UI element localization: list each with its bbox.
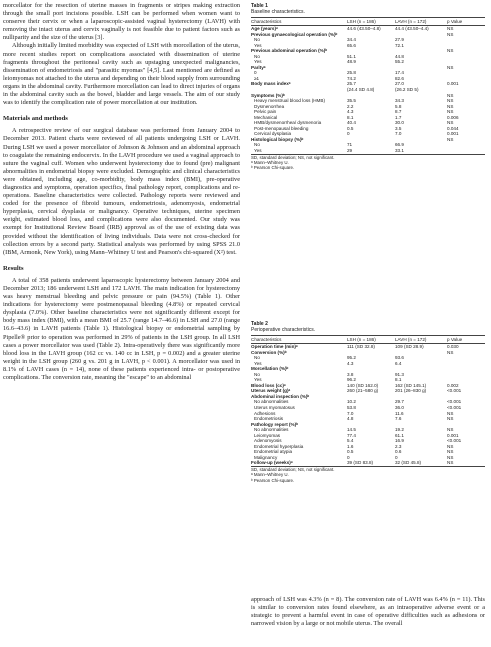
table2-footnote: SD, standard deviation; NS, not significant. xyxy=(251,467,335,473)
table2-cell-p: 0.030 xyxy=(447,344,459,349)
table1-col-characteristics: Characteristics xyxy=(251,18,347,26)
table2-cell-lsh: 53.8 xyxy=(347,405,356,411)
table1-cell-label: Yes xyxy=(251,148,347,154)
table2-cell-label: Yes xyxy=(254,377,262,383)
table2-cell-label: Adhesions xyxy=(254,410,276,416)
table2-cell-lsh: 3.8 xyxy=(347,371,354,377)
table1-cell-p: NS xyxy=(447,136,454,142)
table2-cell-lsh: 39 (SD 83.8) xyxy=(347,460,395,466)
table1-cell-p: NS xyxy=(447,64,454,70)
table2-cell-label: Uterus myomatosus xyxy=(254,405,295,411)
table2-cell-lsh: 140 (SD 162.0) xyxy=(347,382,379,388)
table1-cell-lsh: 74.2 xyxy=(347,75,356,81)
table2-cell-p: NS xyxy=(447,443,454,449)
table1-cell-p: 0.001 xyxy=(447,131,459,137)
table2-cell-p: <0.001 xyxy=(447,399,462,405)
table2-cell-lsh: 4.8 xyxy=(347,416,354,422)
table2-cell-p: NS xyxy=(447,410,454,416)
table1-cell-label: No xyxy=(254,142,260,148)
table2-cell-lsh: 0 xyxy=(347,454,350,460)
table2-cell-label: Yes xyxy=(254,360,262,366)
table2-cell-lsh: 4.3 xyxy=(347,360,354,366)
table2-cell-label: Morcellation (%)ᵇ xyxy=(251,366,289,372)
table1-cell-label: 0 xyxy=(254,70,257,76)
table2-cell-lsh: 95.2 xyxy=(347,355,356,361)
table1-cell-label: Body mass indexᵃ xyxy=(251,81,291,87)
table2-cell-lavh: 0.6 xyxy=(395,449,402,455)
table2-cell-lavh: 2.3 xyxy=(395,443,402,449)
table2-cell-lsh: 5.4 xyxy=(347,438,354,444)
table1-cell-label: Symptoms (%)ᵇ xyxy=(251,92,285,98)
table2-cell-lavh: 91.3 xyxy=(395,371,404,377)
table1-header-row xyxy=(251,18,485,26)
table1-block xyxy=(251,3,485,171)
table1-cell-lavh: 44.8 xyxy=(395,53,404,59)
table1-cell-lsh: (24.4 SD 4.8) xyxy=(347,87,375,93)
table2-cell-lsh: 260 (21–580 g) xyxy=(347,388,379,394)
results-heading: Results xyxy=(3,264,24,272)
table1-cell-lsh: 0.5 xyxy=(347,125,354,131)
table1-cell-label: ≥1 xyxy=(254,75,260,81)
table1-cell-lavh: (26.2 SD 5) xyxy=(395,87,419,93)
table2-cell-lavh: 6.4 xyxy=(395,360,402,366)
table1-cell-lsh: 40.4 xyxy=(347,120,356,126)
table2-cell-p: NS xyxy=(447,454,454,460)
table1-cell-lavh: 44.4 (43.50–4.4) xyxy=(395,26,429,31)
table2-cell-label: No xyxy=(254,371,260,377)
table2-cell-label: No abnormalities xyxy=(254,427,289,433)
table1-cell-p: NS xyxy=(447,98,454,104)
table2-cell-label: Operation time (min)ᵃ xyxy=(251,344,298,349)
table1-cell-label: Pelvic pain xyxy=(254,109,277,115)
results-continuation-paragraph: approach of LSH was 4.3% (n = 8). The conversion rate of LAVH was 6.4% (n = 11). This is similar to conversion rates found elsewhere, as an intraoperative adverse event or a strategic to prevent a harmful event in case of operative difficulties such as adhesions or narrowed vision by a large or not mobile uterus. The overall xyxy=(251,596,485,628)
table2-cell-lavh: 7.6 xyxy=(395,416,402,422)
table1-cell-label: No xyxy=(254,53,260,59)
table1-cell-lsh: 48.9 xyxy=(347,59,356,65)
table1-cell-p: 0.006 xyxy=(447,114,459,120)
table2-cell-label: Conversion (%)ᵇ xyxy=(251,349,287,355)
table1-cell-lavh: 27.9 xyxy=(395,37,404,43)
table2 xyxy=(251,335,485,467)
table2-cell-lavh: 61.1 xyxy=(395,432,404,438)
table1-cell-p: NS xyxy=(447,92,454,98)
table2-cell-p: NS xyxy=(447,416,454,422)
table1-cell-lsh: 0 xyxy=(347,131,350,137)
table1 xyxy=(251,17,485,155)
table2-cell-lavh: 8.1 xyxy=(395,377,402,383)
table1-col-lsh: LSH (n = 186) xyxy=(347,18,395,26)
table2-cell-label: Endometrial hyperplasia xyxy=(254,443,304,449)
table1-cell-lavh: 72.1 xyxy=(395,42,404,48)
table1-cell-lavh: 17.4 xyxy=(395,70,404,76)
table2-cell-lsh: 96.2 xyxy=(347,377,356,383)
table2-col-lavh: LAVH (n = 172) xyxy=(395,336,447,344)
table1-cell-lavh: 8.7 xyxy=(395,109,402,115)
table1-cell-p: NS xyxy=(447,120,454,126)
table2-cell-p: NS xyxy=(447,460,485,466)
table1-cell-lsh: 29 xyxy=(347,148,395,154)
table2-cell-lavh: 36.0 xyxy=(395,405,404,411)
methods-paragraph: A retrospective review of our surgical database was performed from January 2004 to December 2013. Patient charts were reviewed of all patients undergoing LSH or LAVH. During LSH we used a power morcellator of Johnson & Johnson and an abdominal approach to coagulate the remaining endocervix. In the LAVH procedure we used a vaginal approach to suture the vaginal cuff. Women who underwent hysterectomy due to found (pre) malignant abnormalities in endometrial biopsy were excluded. Demographic and clinical characteristics were obtained, including age, co-morbidity, body mass index (BMI), pre-operative diagnostics and symptoms, operation specifics, final pathology report, complications and re-operations. Baseline characteristics were collected. Pathology reports were reviewed and coded for the presence of fibroid tumours, endometriosis, adenomyosis, endometrial hyperplasia, cervical dysplasia or malignancy. Operative techniques, uterine specimen weight, estimated blood loss, and complications were also documented. Our study was exempt for Institutional Review Board (IRB) approval as of the use of existing data was provided without the identification of living individuals. Data were not cross-checked for collection errors by a second party. Statistical analysis was performed by using SPSS 21.0 (IBM, Armonk, New York), using Mann–Whitney U test and Pearson's chi-squared (X²) test. xyxy=(3,127,240,256)
results-paragraph: A total of 358 patients underwent laparoscopic hysterectomy between January 2004 and December 2013; 186 underwent LSH and 172 LAVH. The main indication for hysterectomy was heavy menstrual bleeding and pelvic pressure or pain (94.5%) (Table 1). Other indications for hysterectomy were postmenopausal bleeding (4.8%) or repeated cervical dysplasia (7.0%). Other baseline characteristics were not significantly different except for body mass index (BMI), with a mean BMI of 25.7 (range 14.7–46.6) in LSH and 27.0 (range 16.6–43.6) in LAVH patients (Table 1). Histological biopsy or endometrial sampling by Pipelle® prior to operation was performed in 29% of patients in the LSH group. In all LSH cases a power morcellator was used (Table 2). Intra-operatively there was significantly more blood loss in the LAVH group (162 cc vs. 140 cc in LSH, p = 0.002) and a greater uterine weight in the LSH group (260 g vs. 201 g in LAVH, p < 0.001). A morcellator was used in 8.1% of LAVH cases (n = 14), none of these patients experienced intra- or postoperative complications. The conversion rate, meaning the "escape" to an abdominal xyxy=(3,276,240,382)
methods-heading: Materials and methods xyxy=(3,115,68,123)
table1-col-p: p Value xyxy=(447,18,485,26)
table2-cell-p: NS xyxy=(447,349,454,355)
table1-cell-lavh: 33.1 xyxy=(395,148,447,154)
table2-title: Table 2 xyxy=(251,321,268,327)
table1-col-lavh: LAVH (n = 172) xyxy=(395,18,447,26)
table2-cell-label: Leiomyomas xyxy=(254,432,281,438)
table1-cell-lsh: 25.7 xyxy=(347,81,356,87)
table1-cell-p: NS xyxy=(447,48,454,54)
table1-row xyxy=(251,148,485,154)
table1-cell-lavh: 1.7 xyxy=(395,114,402,120)
table1-cell-lsh: 51.1 xyxy=(347,53,356,59)
table2-cell-lavh: 201 (26–830 g) xyxy=(395,388,427,394)
table2-cell-label: Endometriosis xyxy=(254,416,284,422)
table2-cell-p: 0.001 xyxy=(447,432,459,438)
table2-row xyxy=(251,344,485,350)
table1-cell-lavh: 3.5 xyxy=(395,125,402,131)
table1-cell-lavh: 27.0 xyxy=(395,81,404,87)
table2-cell-p: <0.001 xyxy=(447,388,462,394)
table2-cell-lavh: 16.9 xyxy=(395,438,404,444)
table1-cell-label: Parityᵃ xyxy=(251,64,266,70)
table1-cell-p: NS xyxy=(447,26,454,31)
table1-footnote: ᵇ Pearson Chi-square. xyxy=(251,165,295,171)
table2-cell-lavh: 19.2 xyxy=(395,427,404,433)
table1-cell-label: Cervical dysplasia xyxy=(254,131,292,137)
table2-cell-lsh: 1.6 xyxy=(347,443,354,449)
table1-cell-p: 0.044 xyxy=(447,125,459,131)
table1-cell-label: Previous gynaecological operation (%)ᵇ xyxy=(251,31,338,37)
table1-cell-label: Dysmenorrhea xyxy=(254,103,285,109)
table2-col-lsh: LSH (n = 186) xyxy=(347,336,395,344)
table1-cell-lavh: 55.2 xyxy=(395,59,404,65)
table1-cell-label: No xyxy=(254,37,260,43)
table1-cell-label: Previous abdominal operation (%)ᵇ xyxy=(251,48,328,54)
table2-cell-p: NS xyxy=(447,449,454,455)
table1-cell-lsh: 65.6 xyxy=(347,42,356,48)
table2-cell-lsh: 0.5 xyxy=(347,449,354,455)
table2-cell-lavh: 11.6 xyxy=(395,410,404,416)
table1-cell-p xyxy=(447,148,485,154)
table1-cell-lsh: 35.5 xyxy=(347,98,356,104)
table1-footnote: ᵃ Mann–Whitney U. xyxy=(251,159,289,165)
table2-cell-lsh: 77.4 xyxy=(347,432,356,438)
table1-cell-lsh: 2.2 xyxy=(347,103,354,109)
table2-cell-lavh: 109 (SD 28.9) xyxy=(395,344,424,349)
table2-cell-lavh: 162 (SD 145.1) xyxy=(395,382,427,388)
table2-cell-label: Pathology report (%)ᵇ xyxy=(251,421,298,427)
table2-cell-label: Follow-up (weeks)ᵃ xyxy=(251,460,347,466)
left-column xyxy=(3,2,240,382)
table1-cell-label: HMB/dysmenorrhea/ dysmenoria xyxy=(254,120,322,126)
table2-cell-lsh: 111 (SD 32.8) xyxy=(347,344,375,349)
table2-cell-lavh: 32 (SD 45.8) xyxy=(395,460,447,466)
table1-body xyxy=(251,26,485,155)
table2-cell-p: 0.002 xyxy=(447,382,459,388)
table1-footnote: SD, standard deviation; NS, not significant. xyxy=(251,154,335,160)
table2-subtitle: Perioperative characteristics. xyxy=(251,327,316,333)
intro-paragraph-1: morcellator for the resection of uterine masses in fragments or stripes making extraction through the small port incisions possible. LSH can be performed when women want to conserve their cervix or when a laparoscopic-assisted vaginal hysterectomy (LAVH) with removing the intact uterus and cervix vaginally is not feasible due to patient factors such as nulliparity and the size of the uterus [3]. xyxy=(3,2,240,42)
intro-paragraph-2: Although initially limited morbidity was expected of LSH with morcellation of the uterus, more recent studies report on complications associated with dissemination of uterine fragments throughout the peritoneal cavity such as upstaging unexpected malignancies, dissemination of endometriosis and "parasitic myomas" [4,5]. Last mentioned are defined as leiomyomas not attached to the uterus and depending on their blood supply from surrounding organs in the abdominal cavity. Furthermore morcellation can lead to direct injuries of organs in the abdominal cavity such as the bowel, bladder and large vessels. The aim of our study was to identify the complication rate of power morcellation at our institution. xyxy=(3,42,240,107)
table2-cell-label: No xyxy=(254,355,260,361)
table2-cell-lsh: 7.0 xyxy=(347,410,354,416)
table2-cell-label: No abnormalities xyxy=(254,399,289,405)
table1-subtitle: Baseline characteristics. xyxy=(251,9,305,15)
table1-cell-lavh: 34.3 xyxy=(395,98,404,104)
table2-cell-label: Blood loss (cc)ᵃ xyxy=(251,382,286,388)
table1-cell-lsh: 44.6 (43.50–4.8) xyxy=(347,26,381,31)
table2-cell-p: <0.001 xyxy=(447,405,462,411)
right-column-text xyxy=(251,596,485,628)
table1-cell-label: Post-menopausal bleeding xyxy=(254,125,309,131)
table2-col-p: p Value xyxy=(447,336,485,344)
table1-cell-lavh: 66.9 xyxy=(395,142,404,148)
table2-cell-lavh: 0 xyxy=(395,454,398,460)
table1-cell-p: NS xyxy=(447,109,454,115)
table2-cell-p: NS xyxy=(447,427,454,433)
table2-row xyxy=(251,460,485,466)
table2-cell-label: Abdominal inspection (%)ᵇ xyxy=(251,393,310,399)
table1-cell-label: Age (years)ᵃ xyxy=(251,26,278,31)
table2-cell-p: <0.001 xyxy=(447,438,462,444)
table1-cell-label: Histological biopsy (%)ᵇ xyxy=(251,136,304,142)
table1-cell-label: Yes xyxy=(254,59,262,65)
table1-cell-lavh: 82.6 xyxy=(395,75,404,81)
table1-cell-lsh: 34.4 xyxy=(347,37,356,43)
table1-cell-p: NS xyxy=(447,103,454,109)
table1-cell-lsh: 8.1 xyxy=(347,114,354,120)
table1-cell-p: 0.001 xyxy=(447,81,459,87)
table2-cell-label: Malignancy xyxy=(254,454,278,460)
table1-cell-p: NS xyxy=(447,31,454,37)
table2-cell-label: Uterus weight (g)ᵃ xyxy=(251,388,291,394)
table2-block xyxy=(251,321,485,483)
table2-col-characteristics: Characteristics xyxy=(251,336,347,344)
table2-cell-lsh: 14.5 xyxy=(347,427,356,433)
table1-cell-lsh: 25.8 xyxy=(347,70,356,76)
table1-cell-label: Heavy menstrual blood loss (HMB) xyxy=(254,98,325,104)
table2-header-row xyxy=(251,336,485,344)
table2-cell-label: Adenomyosis xyxy=(254,438,282,444)
table1-cell-lavh: 7.0 xyxy=(395,131,402,137)
table1-cell-lsh: 4.3 xyxy=(347,109,354,115)
table1-cell-lavh: 5.8 xyxy=(395,103,402,109)
table2-cell-lavh: 29.7 xyxy=(395,399,404,405)
table2-cell-label: Endometrial atypia xyxy=(254,449,293,455)
table2-cell-lsh: 10.2 xyxy=(347,399,356,405)
table2-body xyxy=(251,344,485,467)
table1-cell-label: Mechanical xyxy=(254,114,278,120)
table1-title: Table 1 xyxy=(251,3,268,9)
table2-cell-lavh: 93.6 xyxy=(395,355,404,361)
table2-footnote: ᵇ Pearson Chi-square. xyxy=(251,477,295,483)
table2-footnote: ᵃ Mann–Whitney U. xyxy=(251,472,289,478)
table1-cell-lsh: 71 xyxy=(347,142,353,148)
table1-cell-label: Yes xyxy=(254,42,262,48)
table1-cell-lavh: 30.0 xyxy=(395,120,404,126)
